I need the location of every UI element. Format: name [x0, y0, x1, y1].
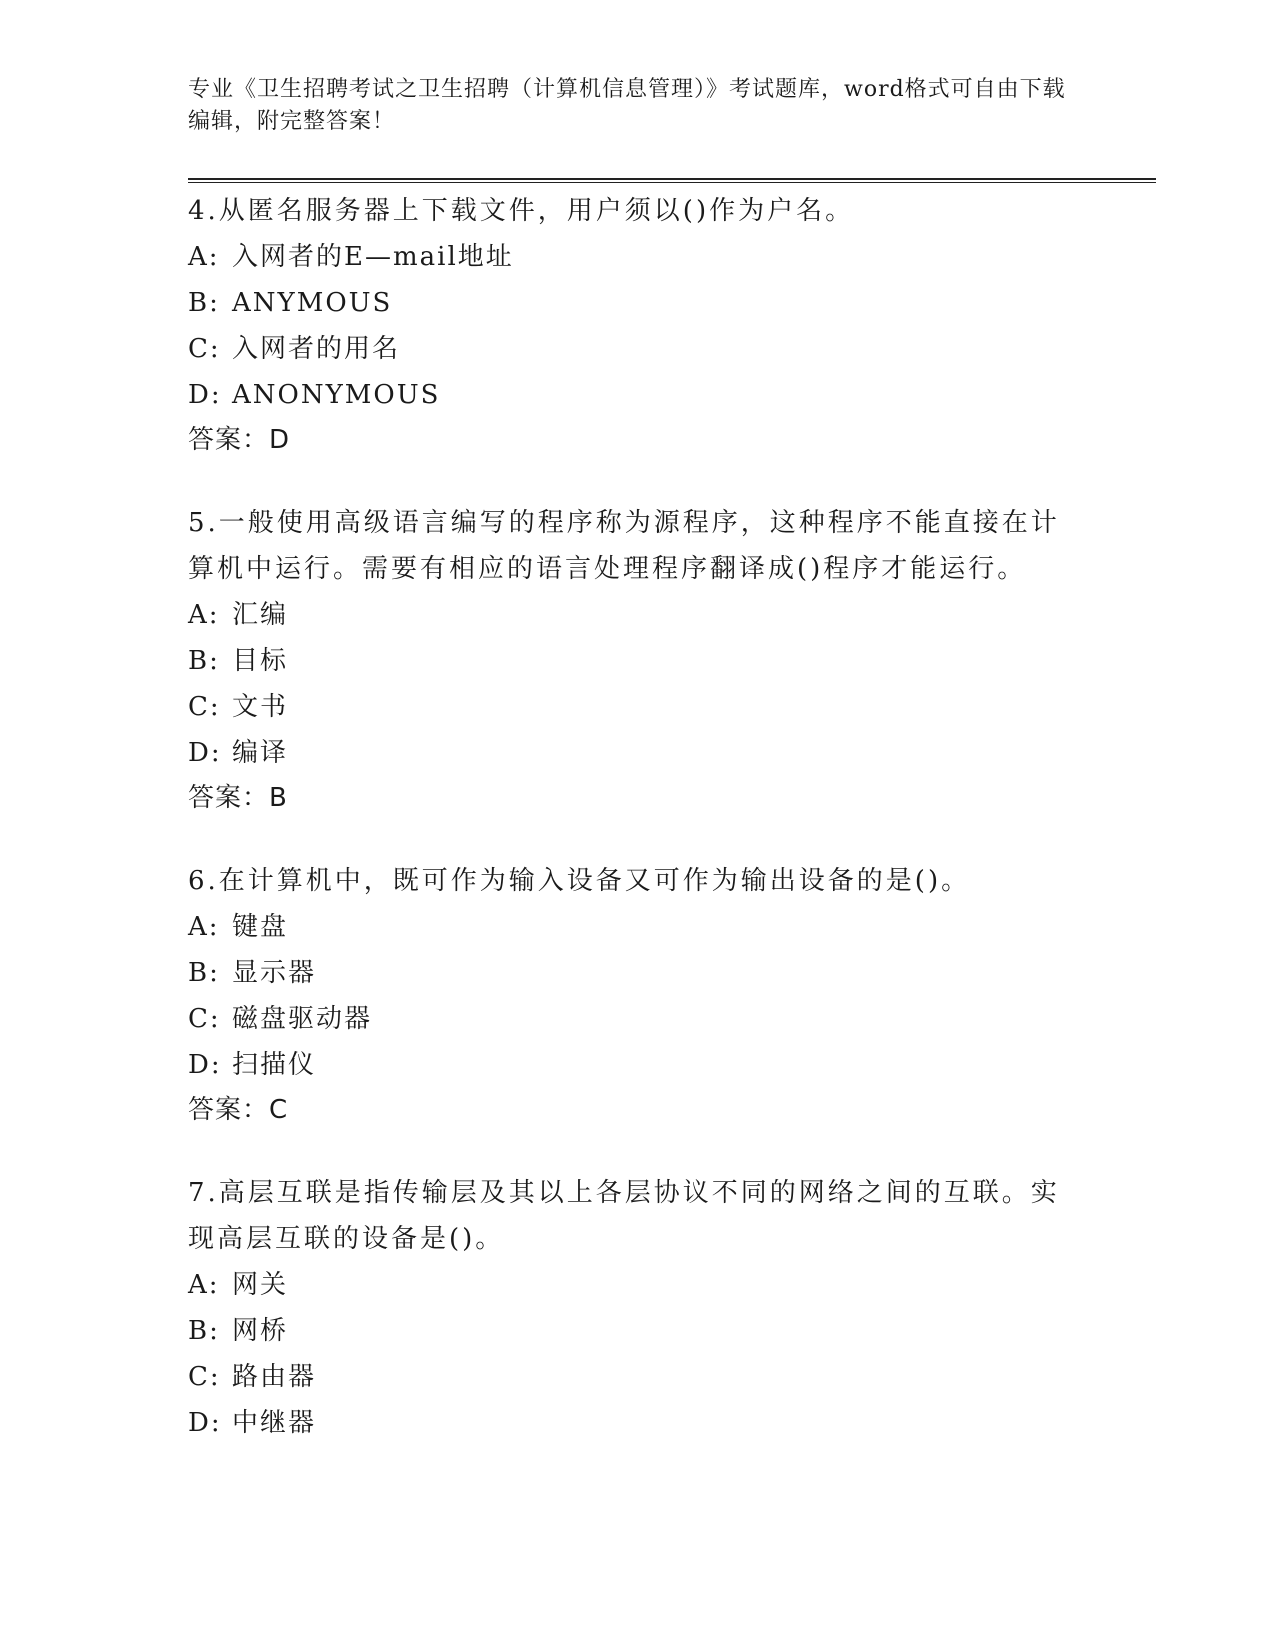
option-c — [188, 1354, 1068, 1400]
question-4 — [188, 188, 1068, 462]
option-text: 键盘 — [232, 912, 289, 942]
option-text: 汇编 — [232, 600, 289, 630]
answer-value: B — [269, 783, 288, 813]
answer-value: D — [269, 425, 291, 455]
option-text: ANYMOUS — [232, 288, 393, 318]
option-key: D: — [188, 738, 222, 768]
option-text: 文书 — [232, 692, 289, 722]
answer-label: 答案： — [188, 425, 270, 455]
option-key: B: — [188, 288, 220, 318]
option-text: 入网者的用名 — [232, 334, 401, 364]
answer-line — [188, 776, 1068, 820]
option-key: C: — [188, 1004, 221, 1034]
option-key: B: — [188, 646, 220, 676]
option-key: D: — [188, 1050, 222, 1080]
option-key: A: — [188, 912, 220, 942]
question-5 — [188, 500, 1068, 820]
option-a — [188, 592, 1068, 638]
option-key: A: — [188, 242, 220, 272]
option-key: B: — [188, 958, 220, 988]
option-key: D: — [188, 1408, 222, 1438]
option-b — [188, 1308, 1068, 1354]
option-key: B: — [188, 1316, 220, 1346]
option-d — [188, 730, 1068, 776]
option-a — [188, 904, 1068, 950]
option-text: 入网者的E—mail地址 — [232, 242, 514, 272]
option-b — [188, 950, 1068, 996]
option-a — [188, 1262, 1068, 1308]
header-divider — [188, 178, 1156, 183]
question-list — [188, 188, 1068, 1484]
option-key: C: — [188, 692, 221, 722]
option-d — [188, 1042, 1068, 1088]
option-a — [188, 234, 1068, 280]
question-text: 5.一般使用高级语言编写的程序称为源程序，这种程序不能直接在计算机中运行。需要有相应的语言处理程序翻译成()程序才能运行。 — [188, 508, 1060, 584]
option-c — [188, 684, 1068, 730]
option-b — [188, 638, 1068, 684]
option-text: 路由器 — [232, 1362, 317, 1392]
answer-label: 答案： — [188, 783, 270, 813]
document-header: 专业《卫生招聘考试之卫生招聘（计算机信息管理）》考试题库，word格式可自由下载编辑，附完整答案！ — [188, 77, 1066, 134]
question-6 — [188, 858, 1068, 1132]
answer-line — [188, 1088, 1068, 1132]
option-d — [188, 372, 1068, 418]
option-text: 网关 — [232, 1270, 289, 1300]
option-key: D: — [188, 380, 222, 410]
option-key: A: — [188, 1270, 220, 1300]
option-text: ANONYMOUS — [232, 380, 441, 410]
option-key: A: — [188, 600, 220, 630]
option-text: 磁盘驱动器 — [232, 1004, 373, 1034]
option-c — [188, 326, 1068, 372]
option-text: 扫描仪 — [232, 1050, 317, 1080]
answer-value: C — [269, 1095, 289, 1125]
question-7 — [188, 1170, 1068, 1446]
option-c — [188, 996, 1068, 1042]
option-d — [188, 1400, 1068, 1446]
option-text: 网桥 — [232, 1316, 289, 1346]
option-text: 编译 — [232, 738, 289, 768]
option-text: 中继器 — [232, 1408, 317, 1438]
answer-line — [188, 418, 1068, 462]
option-text: 目标 — [232, 646, 289, 676]
answer-label: 答案： — [188, 1095, 270, 1125]
question-text: 6.在计算机中，既可作为输入设备又可作为输出设备的是()。 — [188, 866, 971, 896]
option-text: 显示器 — [232, 958, 317, 988]
option-key: C: — [188, 1362, 221, 1392]
option-b — [188, 280, 1068, 326]
question-text: 7.高层互联是指传输层及其以上各层协议不同的网络之间的互联。实现高层互联的设备是()。 — [188, 1178, 1060, 1254]
option-key: C: — [188, 334, 221, 364]
question-text: 4.从匿名服务器上下载文件，用户须以()作为户名。 — [188, 196, 855, 226]
